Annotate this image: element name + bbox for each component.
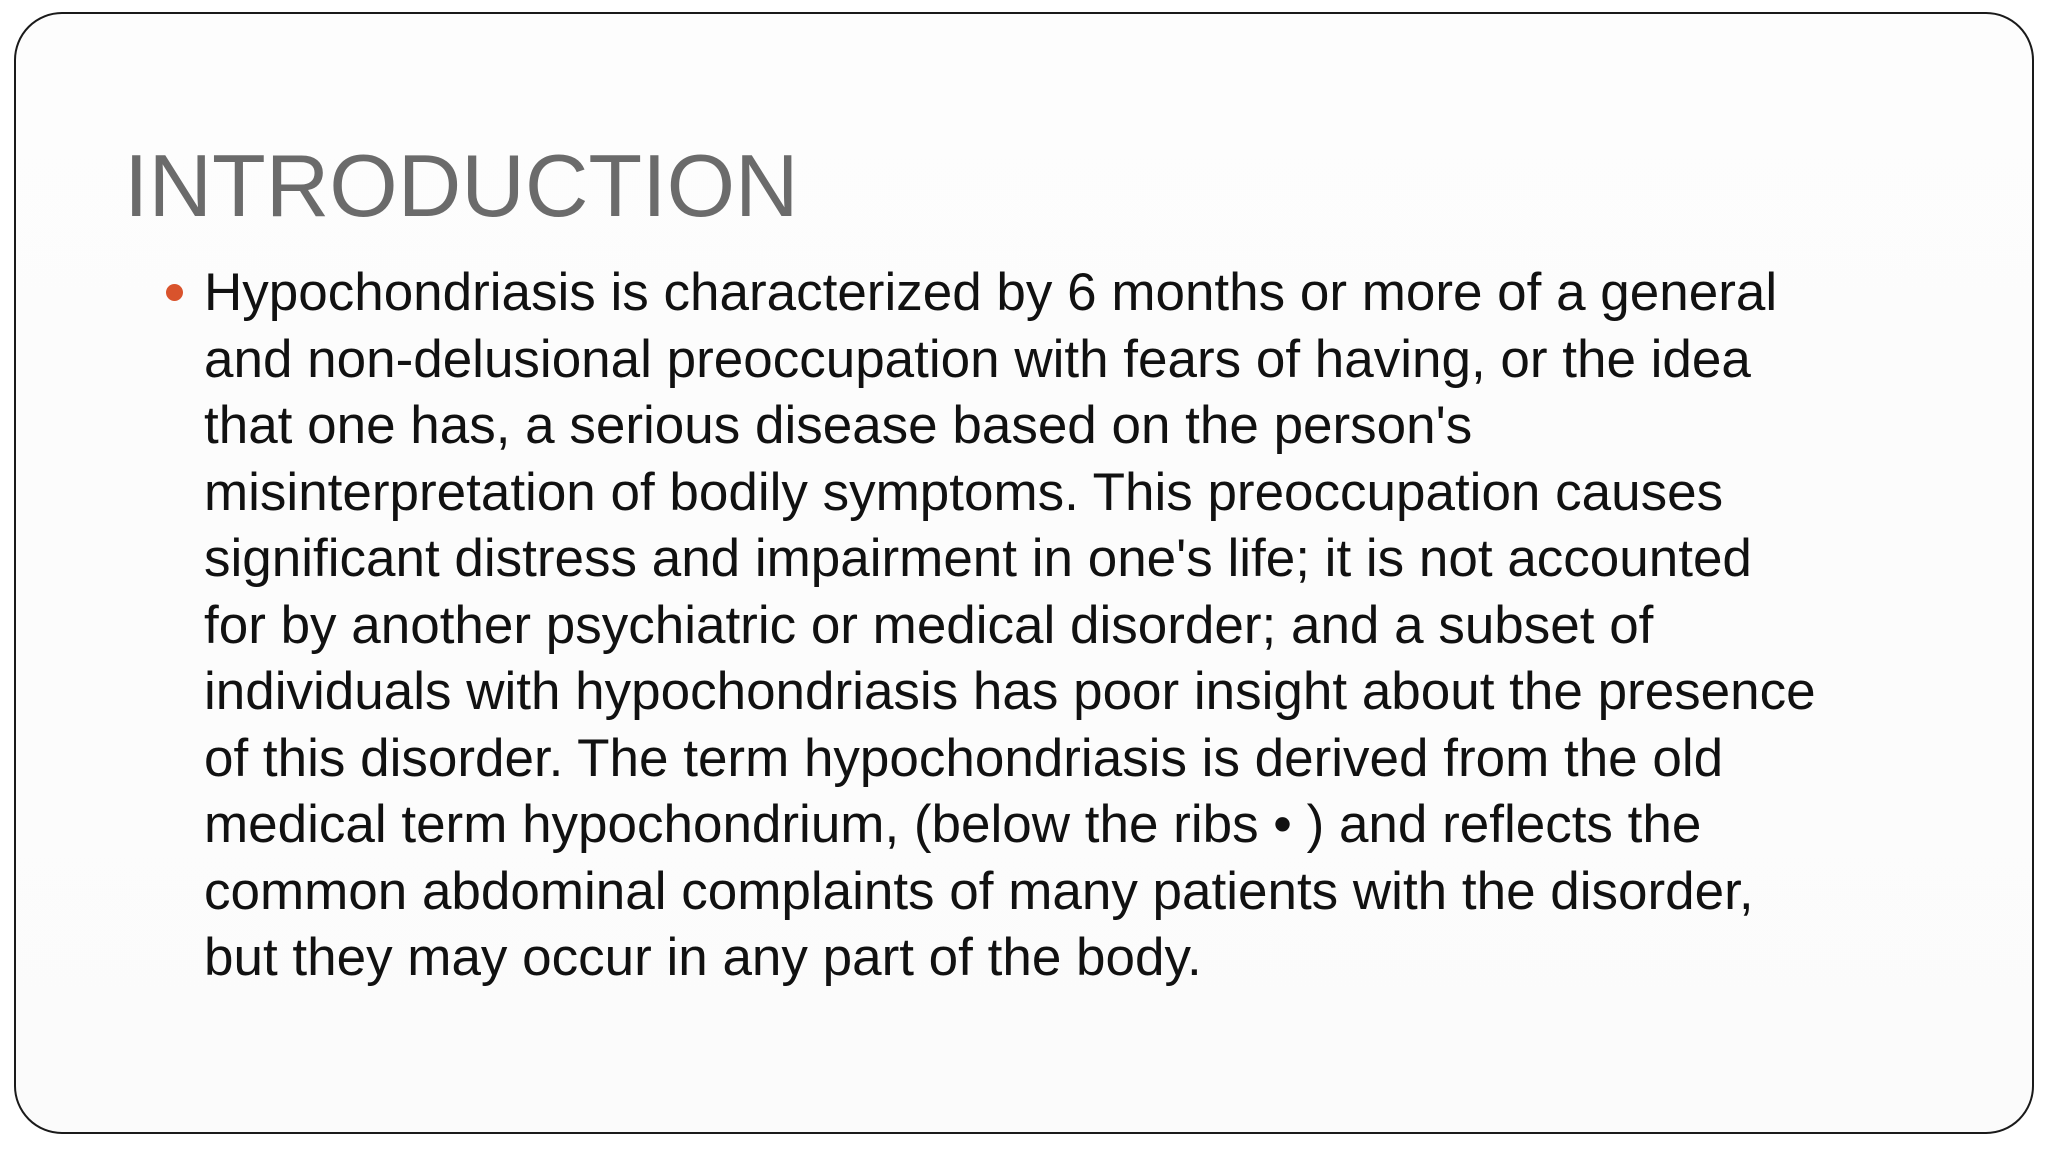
bullet-text-line: that one has, a serious disease based on the person's [204, 396, 1473, 455]
slide-title: INTRODUCTION [124, 136, 799, 235]
bullet-text-line: misinterpretation of bodily symptoms. This preoccupation causes [204, 462, 1724, 522]
bullet-text-line: but they may occur in any part of the body. [204, 928, 1202, 987]
bullet-list [126, 260, 1926, 992]
bullet-item [126, 260, 1926, 992]
bullet-text-line: common abdominal complaints of many patients with the disorder, [204, 861, 1754, 921]
slide-frame [14, 12, 2034, 1134]
bullet-text-line: medical term hypochondrium, (below the ribs • ) and reflects the [204, 795, 1702, 854]
bullet-text-line: of this disorder. The term hypochondriasis is derived from the old [204, 728, 1724, 788]
bullet-text-line: for by another psychiatric or medical disorder; and a subset of [204, 595, 1654, 655]
bullet-text-line: and non-delusional preoccupation with fears of having, or the idea [204, 329, 1751, 389]
bullet-text-line: Hypochondriasis is characterized by 6 months or more of a general [204, 263, 1778, 322]
bullet-text-line: individuals with hypochondriasis has poor insight about the presence [204, 662, 1816, 721]
bullet-text-line: significant distress and impairment in one's life; it is not accounted [204, 529, 1752, 588]
bullet-dot-icon [166, 284, 183, 301]
